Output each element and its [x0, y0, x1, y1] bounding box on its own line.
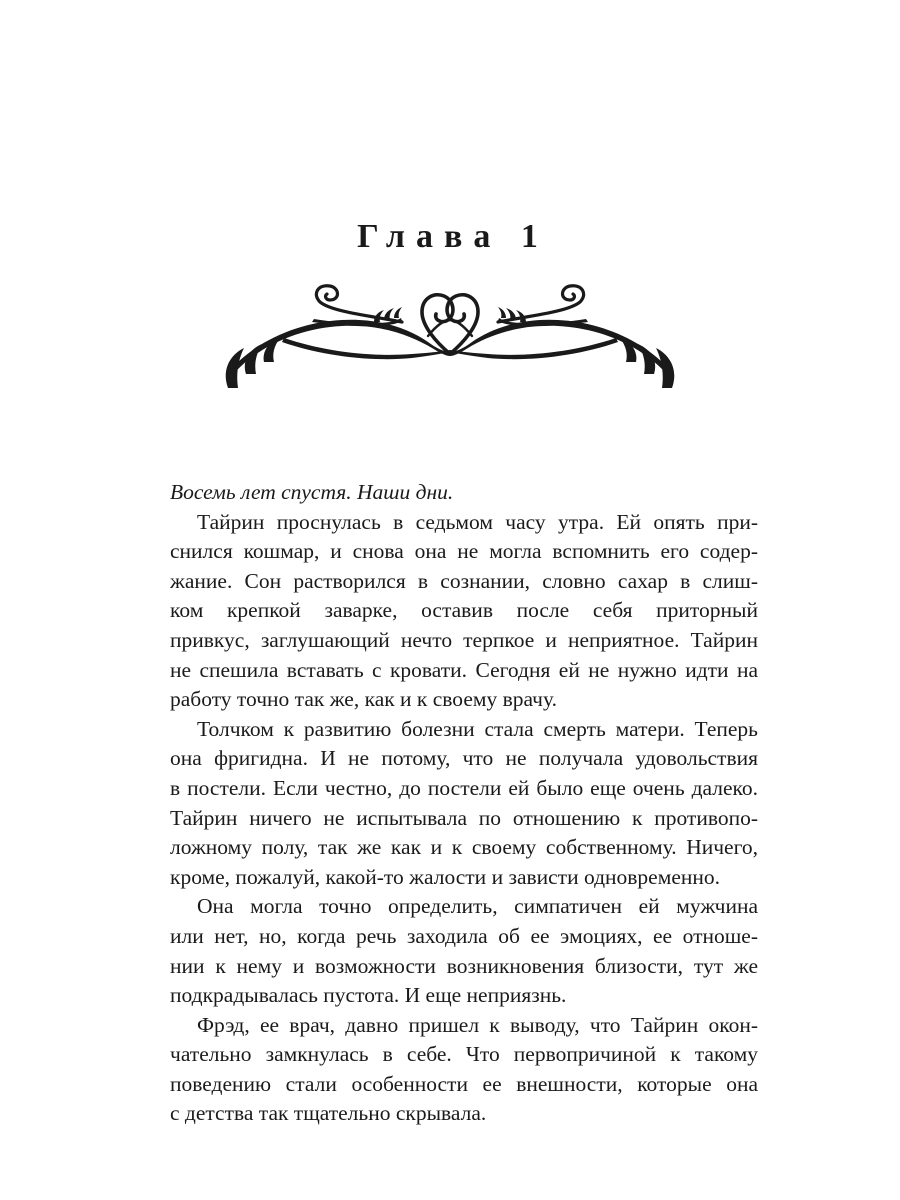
text-line: подкрадывалась пустота. И еще неприязнь.	[170, 983, 567, 1008]
text-line: работу точно так же, как и к своему врачу.	[170, 687, 557, 712]
text-line: чательно замкнулась в себе. Что первопричиной к такому	[170, 1042, 758, 1067]
paragraph-4	[170, 1011, 758, 1129]
text-line: Тайрин проснулась в седьмом часу утра. Ей опять при-	[197, 509, 758, 534]
chapter-body	[170, 478, 758, 1129]
text-line: Толчком к развитию болезни стала смерть матери. Теперь	[197, 716, 758, 741]
text-line: жание. Сон растворился в сознании, словно сахар в слиш-	[170, 568, 758, 593]
paragraph-2	[170, 715, 758, 893]
text-line: в постели. Если честно, до постели ей было еще очень далеко.	[170, 775, 758, 800]
chapter-title: Глава 1	[357, 218, 549, 255]
text-line: привкус, заглушающий нечто терпкое и неприятное. Тайрин	[170, 627, 758, 652]
text-line: с детства так тщательно скрывала.	[170, 1101, 487, 1126]
flourish-ornament-icon	[222, 276, 678, 394]
text-line: Она могла точно определить, симпатичен ей мужчина	[197, 894, 758, 919]
text-line: не спешила вставать с кровати. Сегодня ей не нужно идти на	[170, 657, 758, 682]
paragraph-3	[170, 892, 758, 1010]
text-line: Тайрин ничего не испытывала по отношению к противопо-	[170, 805, 758, 830]
text-line: кроме, пожалуй, какой-то жалости и зависти одновременно.	[170, 864, 721, 889]
text-line: поведению стали особенности ее внешности, которые она	[170, 1071, 758, 1096]
text-line: снился кошмар, и снова она не могла вспомнить его содер-	[170, 539, 758, 564]
paragraph-1	[170, 508, 758, 715]
text-line: она фригидна. И не потому, что не получала удовольствия	[170, 746, 758, 771]
text-line: ложному полу, так же как и к своему собственному. Ничего,	[170, 835, 758, 860]
text-line: ком крепкой заварке, оставив после себя приторный	[170, 598, 758, 623]
text-line: нии к нему и возможности возникновения близости, тут же	[170, 953, 758, 978]
text-line: Фрэд, ее врач, давно пришел к выводу, что Тайрин окон-	[197, 1012, 758, 1037]
text-line: или нет, но, когда речь заходила об ее эмоциях, ее отноше-	[170, 923, 758, 948]
epigraph: Восемь лет спустя. Наши дни.	[170, 480, 454, 504]
